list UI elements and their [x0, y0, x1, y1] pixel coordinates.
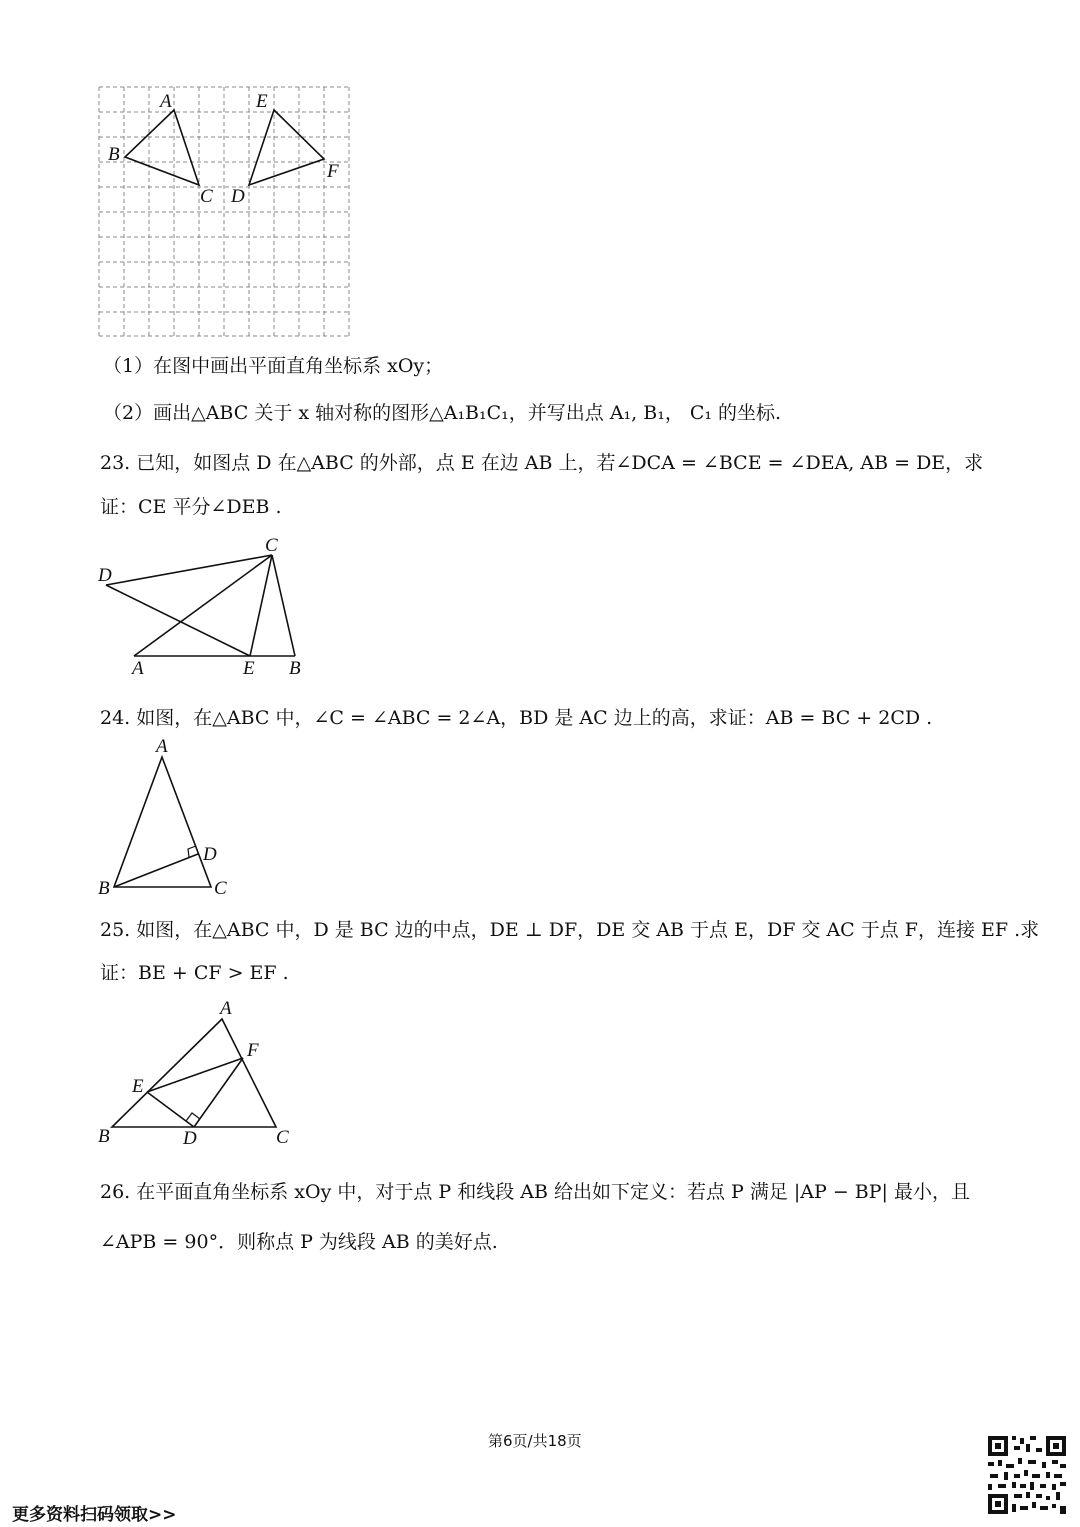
label-b: B: [108, 144, 120, 165]
q25-figure: [90, 995, 310, 1150]
q25-line2: 证：BE + CF > EF .: [100, 962, 289, 984]
q22-part1: （1）在图中画出平面直角坐标系 xOy；: [103, 355, 444, 377]
label-d: D: [98, 565, 112, 586]
q23-figure: [90, 530, 320, 680]
q23-line1: 23. 已知，如图点 D 在△ABC 的外部，点 E 在边 AB 上，若∠DCA = ∠BCE = ∠DEA, AB = DE，求: [100, 452, 984, 474]
q25-line1: 25. 如图，在△ABC 中，D 是 BC 边的中点，DE ⊥ DF，DE 交 AB 于点 E，DF 交 AC 于点 F，连接 EF .求: [100, 919, 1040, 941]
label-a: A: [220, 998, 232, 1019]
grid-figure: [90, 80, 360, 340]
label-f: F: [247, 1040, 259, 1061]
page-number: 第6页/共18页: [488, 1432, 582, 1450]
label-d: D: [231, 186, 245, 207]
q26-line2: ∠APB = 90°．则称点 P 为线段 AB 的美好点.: [100, 1231, 498, 1253]
label-a: A: [156, 736, 168, 757]
q24-figure: [90, 735, 250, 900]
qr-code-icon: [986, 1434, 1068, 1516]
q26-line1: 26. 在平面直角坐标系 xOy 中，对于点 P 和线段 AB 给出如下定义：若点 P 满足 |AP − BP| 最小，且: [100, 1181, 970, 1203]
label-d: D: [203, 844, 217, 865]
label-c: C: [265, 535, 278, 556]
label-c: C: [214, 878, 227, 899]
label-e: E: [132, 1076, 144, 1097]
dashed-grid: [99, 87, 349, 336]
label-a: A: [132, 658, 144, 679]
label-b: B: [98, 878, 110, 899]
label-d: D: [183, 1128, 197, 1149]
label-e: E: [243, 658, 255, 679]
more-resources-link[interactable]: 更多资料扫码领取>>: [12, 1505, 177, 1525]
label-c: C: [276, 1127, 289, 1148]
label-b: B: [289, 658, 301, 679]
label-a: A: [160, 91, 172, 112]
q23-line2: 证：CE 平分∠DEB .: [100, 496, 282, 518]
triangle-def: [249, 110, 324, 185]
label-b: B: [98, 1126, 110, 1147]
label-e: E: [256, 91, 268, 112]
label-f: F: [327, 161, 339, 182]
label-c: C: [200, 186, 213, 207]
q24-line1: 24. 如图，在△ABC 中，∠C = ∠ABC = 2∠A，BD 是 AC 边上的高，求证：AB = BC + 2CD .: [100, 707, 933, 729]
triangle-abc: [125, 110, 199, 185]
q22-part2: （2）画出△ABC 关于 x 轴对称的图形△A₁B₁C₁，并写出点 A₁, B₁， C₁ 的坐标.: [103, 402, 782, 424]
